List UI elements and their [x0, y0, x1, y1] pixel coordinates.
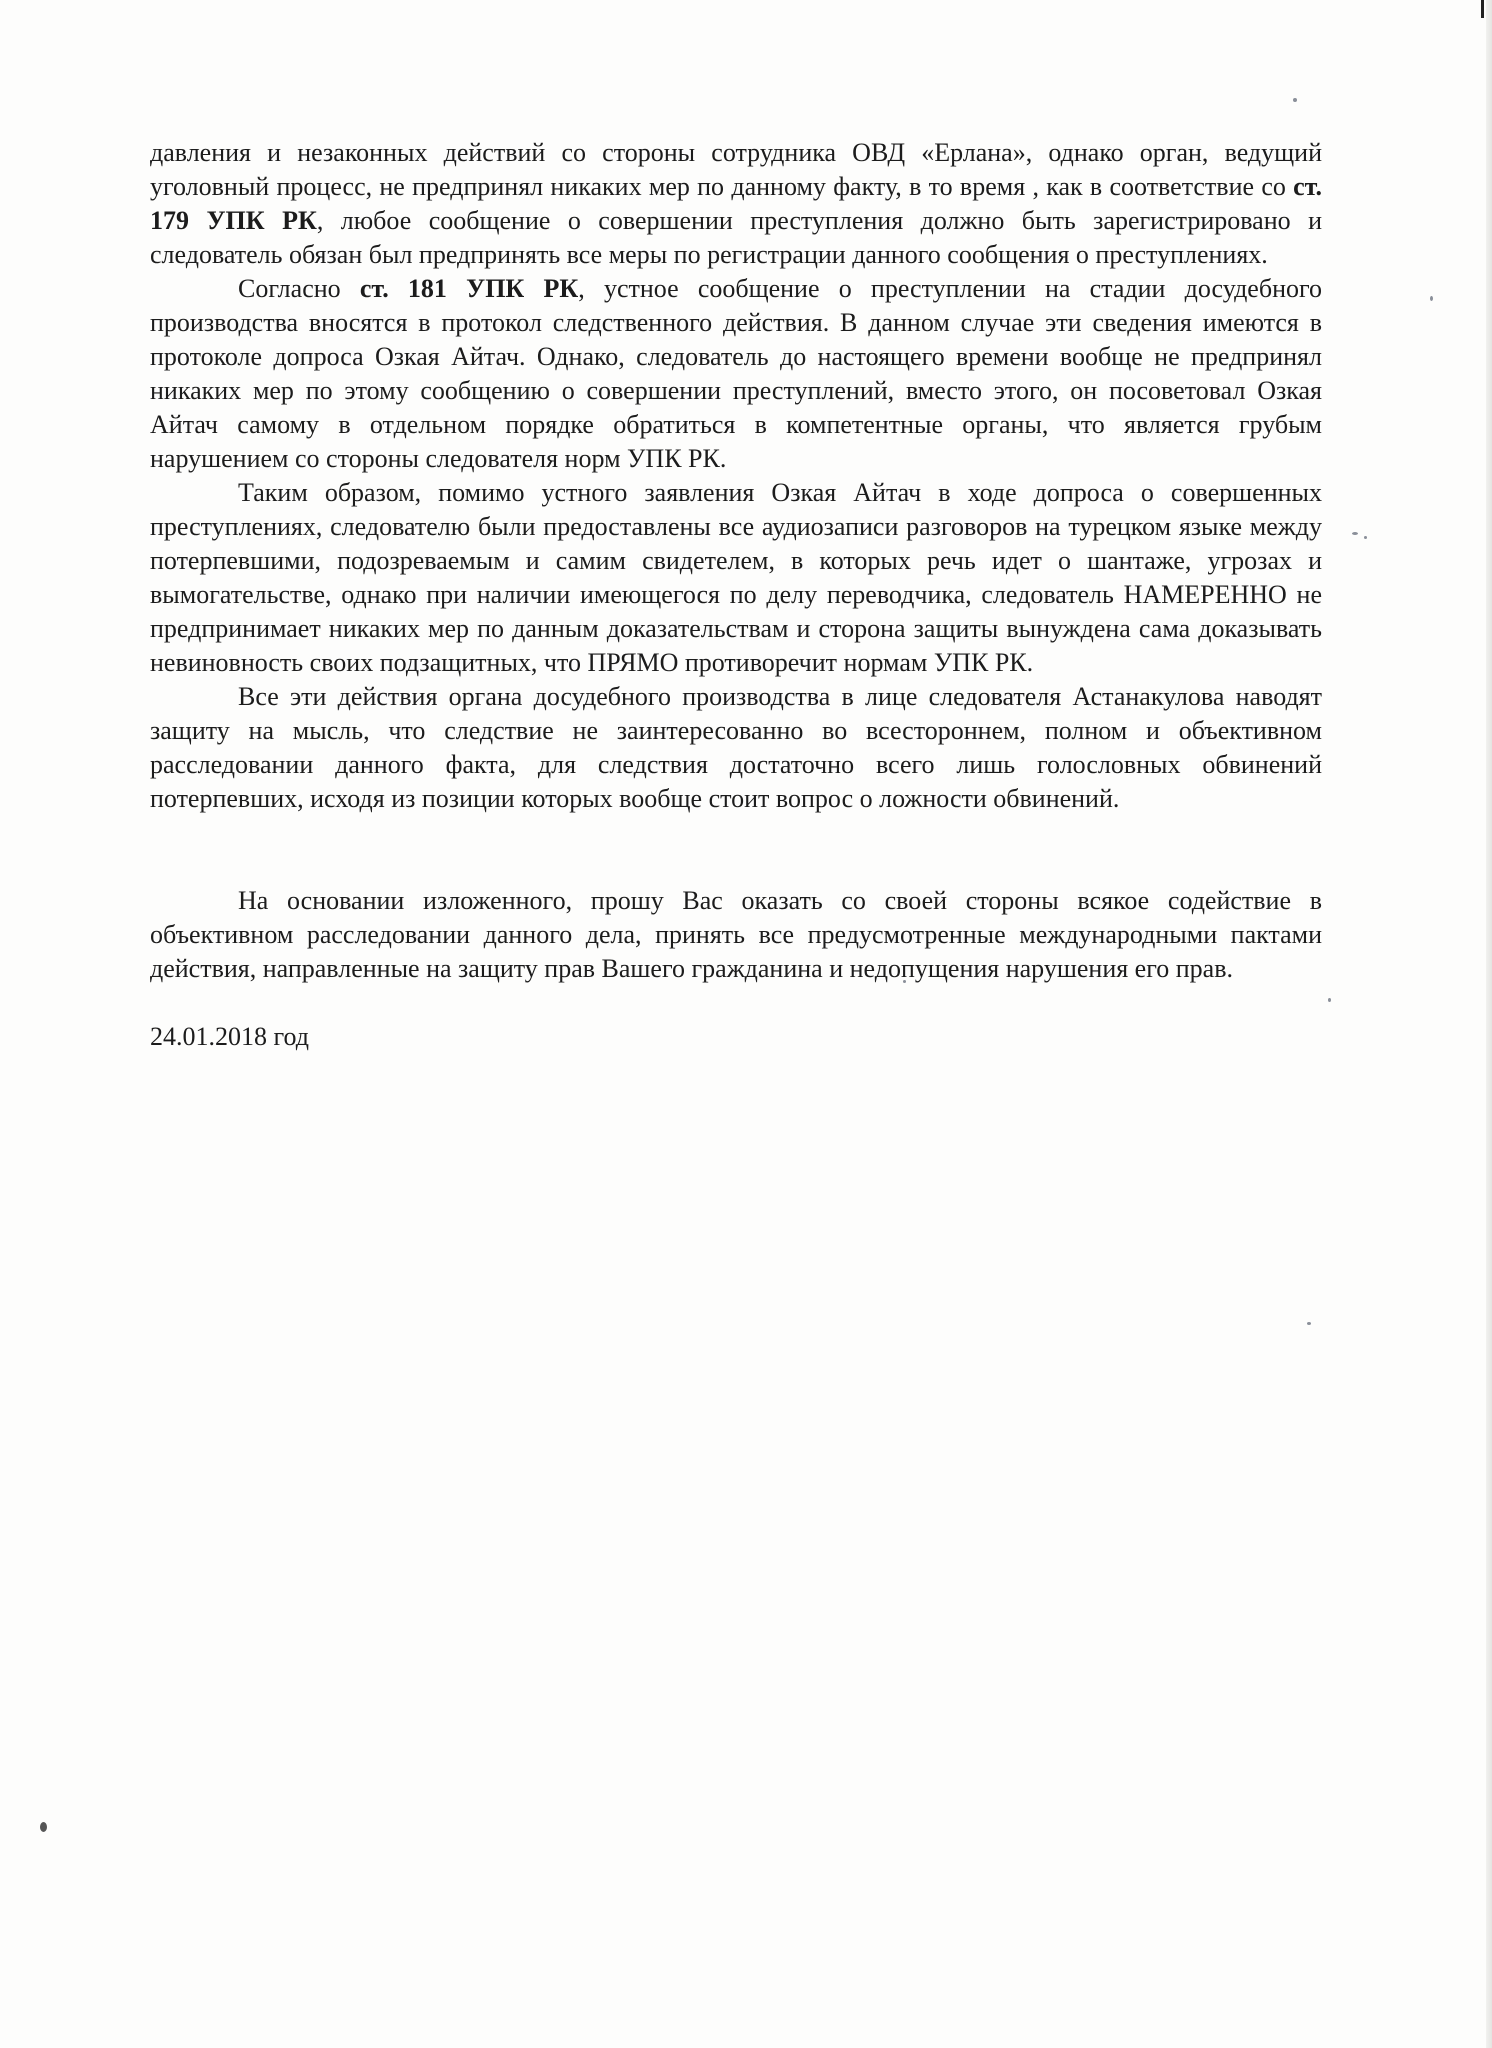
text-run: , любое сообщение о совершении преступления должно быть зарегистрировано и следователь обязан был предпринять все меры по регистрации данного сообщения о преступлениях.	[150, 206, 1322, 269]
paragraph-1	[150, 136, 1322, 272]
scan-edge-mark	[1481, 0, 1484, 18]
spacer	[150, 816, 1322, 884]
scan-speck	[40, 1822, 47, 1832]
text-run: На основании изложенного, прошу Вас оказать со своей стороны всякое содействие в объективном расследовании данного дела, принять все предусмотренные международными пактами действия, направленные на защиту прав Вашего гражданина и недопущения нарушения его прав.	[150, 886, 1322, 983]
spacer	[150, 986, 1322, 1020]
scan-speck	[1364, 536, 1367, 539]
document-date	[150, 1020, 1322, 1054]
scan-speck	[1352, 532, 1358, 535]
article-reference: ст. 181 УПК РК	[359, 274, 579, 303]
date-text: 24.01.2018 год	[150, 1022, 309, 1051]
text-run: давления и незаконных действий со стороны сотрудника ОВД «Ерлана», однако орган, ведущий уголовный процесс, не предпринял никаких мер по данному факту, в то время , как в соответствие со	[150, 138, 1322, 201]
scan-edge	[1486, 0, 1492, 2048]
text-run: Таким образом, помимо устного заявления Озкая Айтач в ходе допроса о совершенных преступлениях, следователю были предоставлены все аудиозаписи разговоров на турецком языке между потерпевшими, подозреваемым и самим свидетелем, в которых речь идет о шантаже, угрозах и вымогательстве, однако при наличии имеющегося по делу переводчика, следователь НАМЕРЕННО не предпринимает никаких мер по данным доказательствам и сторона защиты вынуждена сама доказывать невиновность своих подзащитных, что ПРЯМО противоречит нормам УПК РК.	[150, 478, 1322, 677]
article-reference: ст. 179 УПК РК	[150, 172, 1322, 235]
paragraph-4	[150, 680, 1322, 816]
paragraph-5	[150, 884, 1322, 986]
scan-speck	[1430, 296, 1433, 301]
scan-speck	[1328, 998, 1331, 1002]
text-run: Согласно	[238, 274, 360, 303]
text-run: , устное сообщение о преступлении на стадии досудебного производства вносятся в протокол следственного действия. В данном случае эти сведения имеются в протоколе допроса Озкая Айтач. Однако, следователь до настоящего времени вообще не предпринял никаких мер по этому сообщению о совершении преступлений, вместо этого, он посоветовал Озкая Айтач самому в отдельном порядке обратиться в компетентные органы, что является грубым нарушением со стороны следователя норм УПК РК.	[150, 274, 1323, 473]
paragraph-2	[150, 272, 1322, 476]
paragraph-3	[150, 476, 1322, 680]
document-body	[150, 136, 1322, 1054]
text-run: Все эти действия органа досудебного производства в лице следователя Астанакулова наводят защиту на мысль, что следствие не заинтересованно во всестороннем, полном и объективном расследовании данного факта, для следствия достаточно всего лишь голословных обвинений потерпевших, исходя из позиции которых вообще стоит вопрос о ложности обвинений.	[150, 682, 1322, 813]
scan-speck	[1293, 98, 1297, 102]
scan-speck	[1307, 1322, 1311, 1325]
